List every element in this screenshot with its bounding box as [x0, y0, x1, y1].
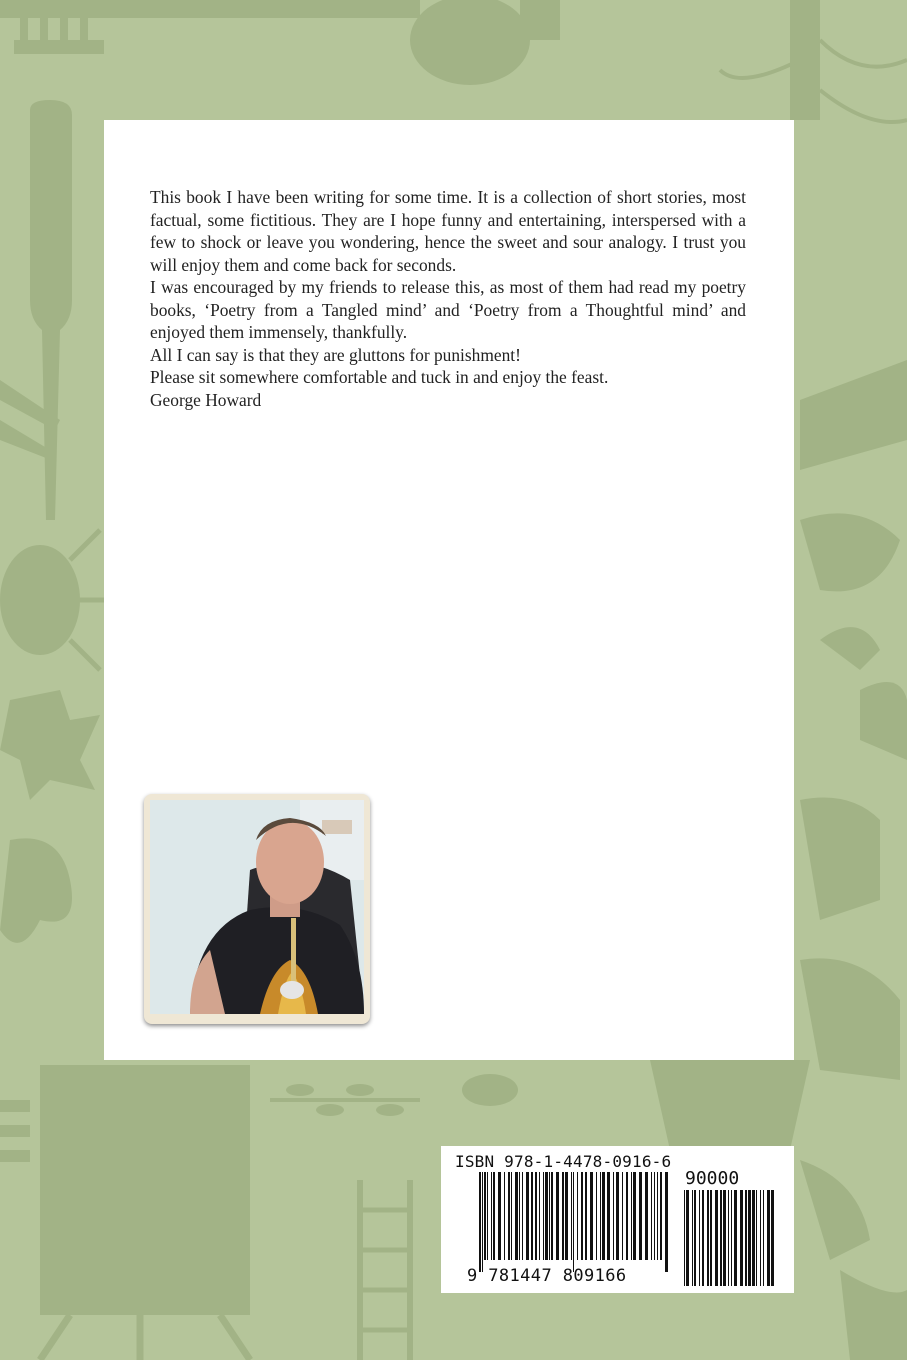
barcode-bars: [479, 1172, 669, 1272]
price-barcode-bar: [771, 1190, 774, 1286]
barcode-bar: [479, 1172, 481, 1272]
author-signature: George Howard: [150, 389, 262, 410]
price-barcode-bar: [734, 1190, 737, 1286]
barcode-bar: [498, 1172, 501, 1260]
barcode-bar: [616, 1172, 619, 1260]
barcode-bar: [493, 1172, 495, 1260]
price-barcode-bar: [740, 1190, 743, 1286]
barcode-bar: [639, 1172, 642, 1260]
barcode-bar: [482, 1172, 483, 1272]
barcode-bar: [562, 1172, 564, 1260]
isbn-label: ISBN 978-1-4478-0916-6: [455, 1152, 672, 1171]
isbn-barcode: [441, 1146, 794, 1293]
barcode-bar: [607, 1172, 610, 1260]
barcode-bar: [590, 1172, 593, 1260]
barcode-bar: [551, 1172, 553, 1260]
barcode-bar: [571, 1172, 572, 1260]
price-barcode-bar: [694, 1190, 696, 1286]
price-barcode-bar: [692, 1190, 693, 1286]
barcode-bar: [487, 1172, 488, 1260]
blurb-paragraph-gluttons: All I can say is that they are gluttons for punishment!: [150, 344, 521, 365]
barcode-bar: [581, 1172, 583, 1260]
barcode-bar: [613, 1172, 614, 1260]
price-barcode-bar: [756, 1190, 757, 1286]
barcode-bar: [565, 1172, 568, 1260]
price-barcode-bar: [699, 1190, 700, 1286]
price-barcode-bar: [684, 1190, 685, 1286]
barcode-bar: [600, 1172, 601, 1260]
author-photo: [150, 800, 364, 1014]
barcode-bar: [535, 1172, 537, 1260]
price-barcode-bar: [763, 1190, 764, 1286]
barcode-bar: [508, 1172, 510, 1260]
barcode-bar: [515, 1172, 518, 1260]
blurb-paragraph-intro: This book I have been writing for some time. It is a collection of short stories, most factual, some fictitious. They are I hope funny and entertaining, interspersed with a few to shock or leave you wondering, hence the sweet and sour analogy. I trust you will enjoy them and come back for seconds.: [150, 187, 746, 275]
barcode-bar: [573, 1172, 574, 1272]
price-barcode-bar: [720, 1190, 722, 1286]
price-barcode-bar: [731, 1190, 732, 1286]
barcode-bar: [651, 1172, 652, 1260]
barcode-bar: [633, 1172, 636, 1260]
price-barcode-bar: [715, 1190, 718, 1286]
barcode-bar: [626, 1172, 628, 1260]
barcode-bar: [556, 1172, 559, 1260]
barcode-bar: [526, 1172, 529, 1260]
price-barcode-bar: [702, 1190, 704, 1286]
barcode-bar: [585, 1172, 587, 1260]
barcode-bar: [622, 1172, 623, 1260]
price-barcode-bars: [684, 1190, 776, 1286]
barcode-bar: [631, 1172, 632, 1260]
price-barcode-bar: [752, 1190, 755, 1286]
barcode-bar: [522, 1172, 523, 1260]
price-barcode-bar: [723, 1190, 726, 1286]
barcode-bar: [484, 1172, 486, 1260]
price-barcode-bar: [728, 1190, 729, 1286]
barcode-bar: [665, 1172, 668, 1272]
barcode-bar: [491, 1172, 492, 1260]
blurb-paragraph-feast: Please sit somewhere comfortable and tuck in and enjoy the feast.: [150, 367, 609, 387]
price-barcode-bar: [748, 1190, 751, 1286]
barcode-bar: [531, 1172, 533, 1260]
blurb-paragraph-encouraged: I was encouraged by my friends to release this, as most of them had read my poetry books, ‘Poetry from a Tangled mind’ and ‘Poetry from a Thoughtful mind’ and enjoyed them immensely, thankfully.: [150, 277, 746, 342]
barcode-bar: [577, 1172, 578, 1260]
barcode-bar: [519, 1172, 520, 1260]
price-barcode-bar: [767, 1190, 770, 1286]
price-code: 90000: [685, 1168, 740, 1189]
ean-digits: 9 781447 809166: [467, 1266, 627, 1286]
barcode-bar: [602, 1172, 605, 1260]
barcode-bar: [539, 1172, 540, 1260]
price-barcode-bar: [686, 1190, 689, 1286]
price-barcode-bar: [745, 1190, 747, 1286]
barcode-bar: [657, 1172, 658, 1260]
price-barcode-bar: [760, 1190, 761, 1286]
barcode-bar: [511, 1172, 512, 1260]
barcode-bar: [660, 1172, 662, 1260]
back-cover-panel: [104, 120, 794, 1060]
price-barcode-bar: [710, 1190, 712, 1286]
barcode-bar: [543, 1172, 544, 1260]
barcode-bar: [545, 1172, 548, 1260]
barcode-bar: [645, 1172, 648, 1260]
author-photo-icon: [150, 800, 364, 1014]
barcode-bar: [654, 1172, 655, 1260]
barcode-bar: [549, 1172, 550, 1260]
blurb-text: [150, 186, 746, 411]
author-photo-frame: [144, 794, 370, 1024]
price-barcode-bar: [707, 1190, 709, 1286]
barcode-bar: [504, 1172, 505, 1260]
barcode-bar: [596, 1172, 597, 1260]
